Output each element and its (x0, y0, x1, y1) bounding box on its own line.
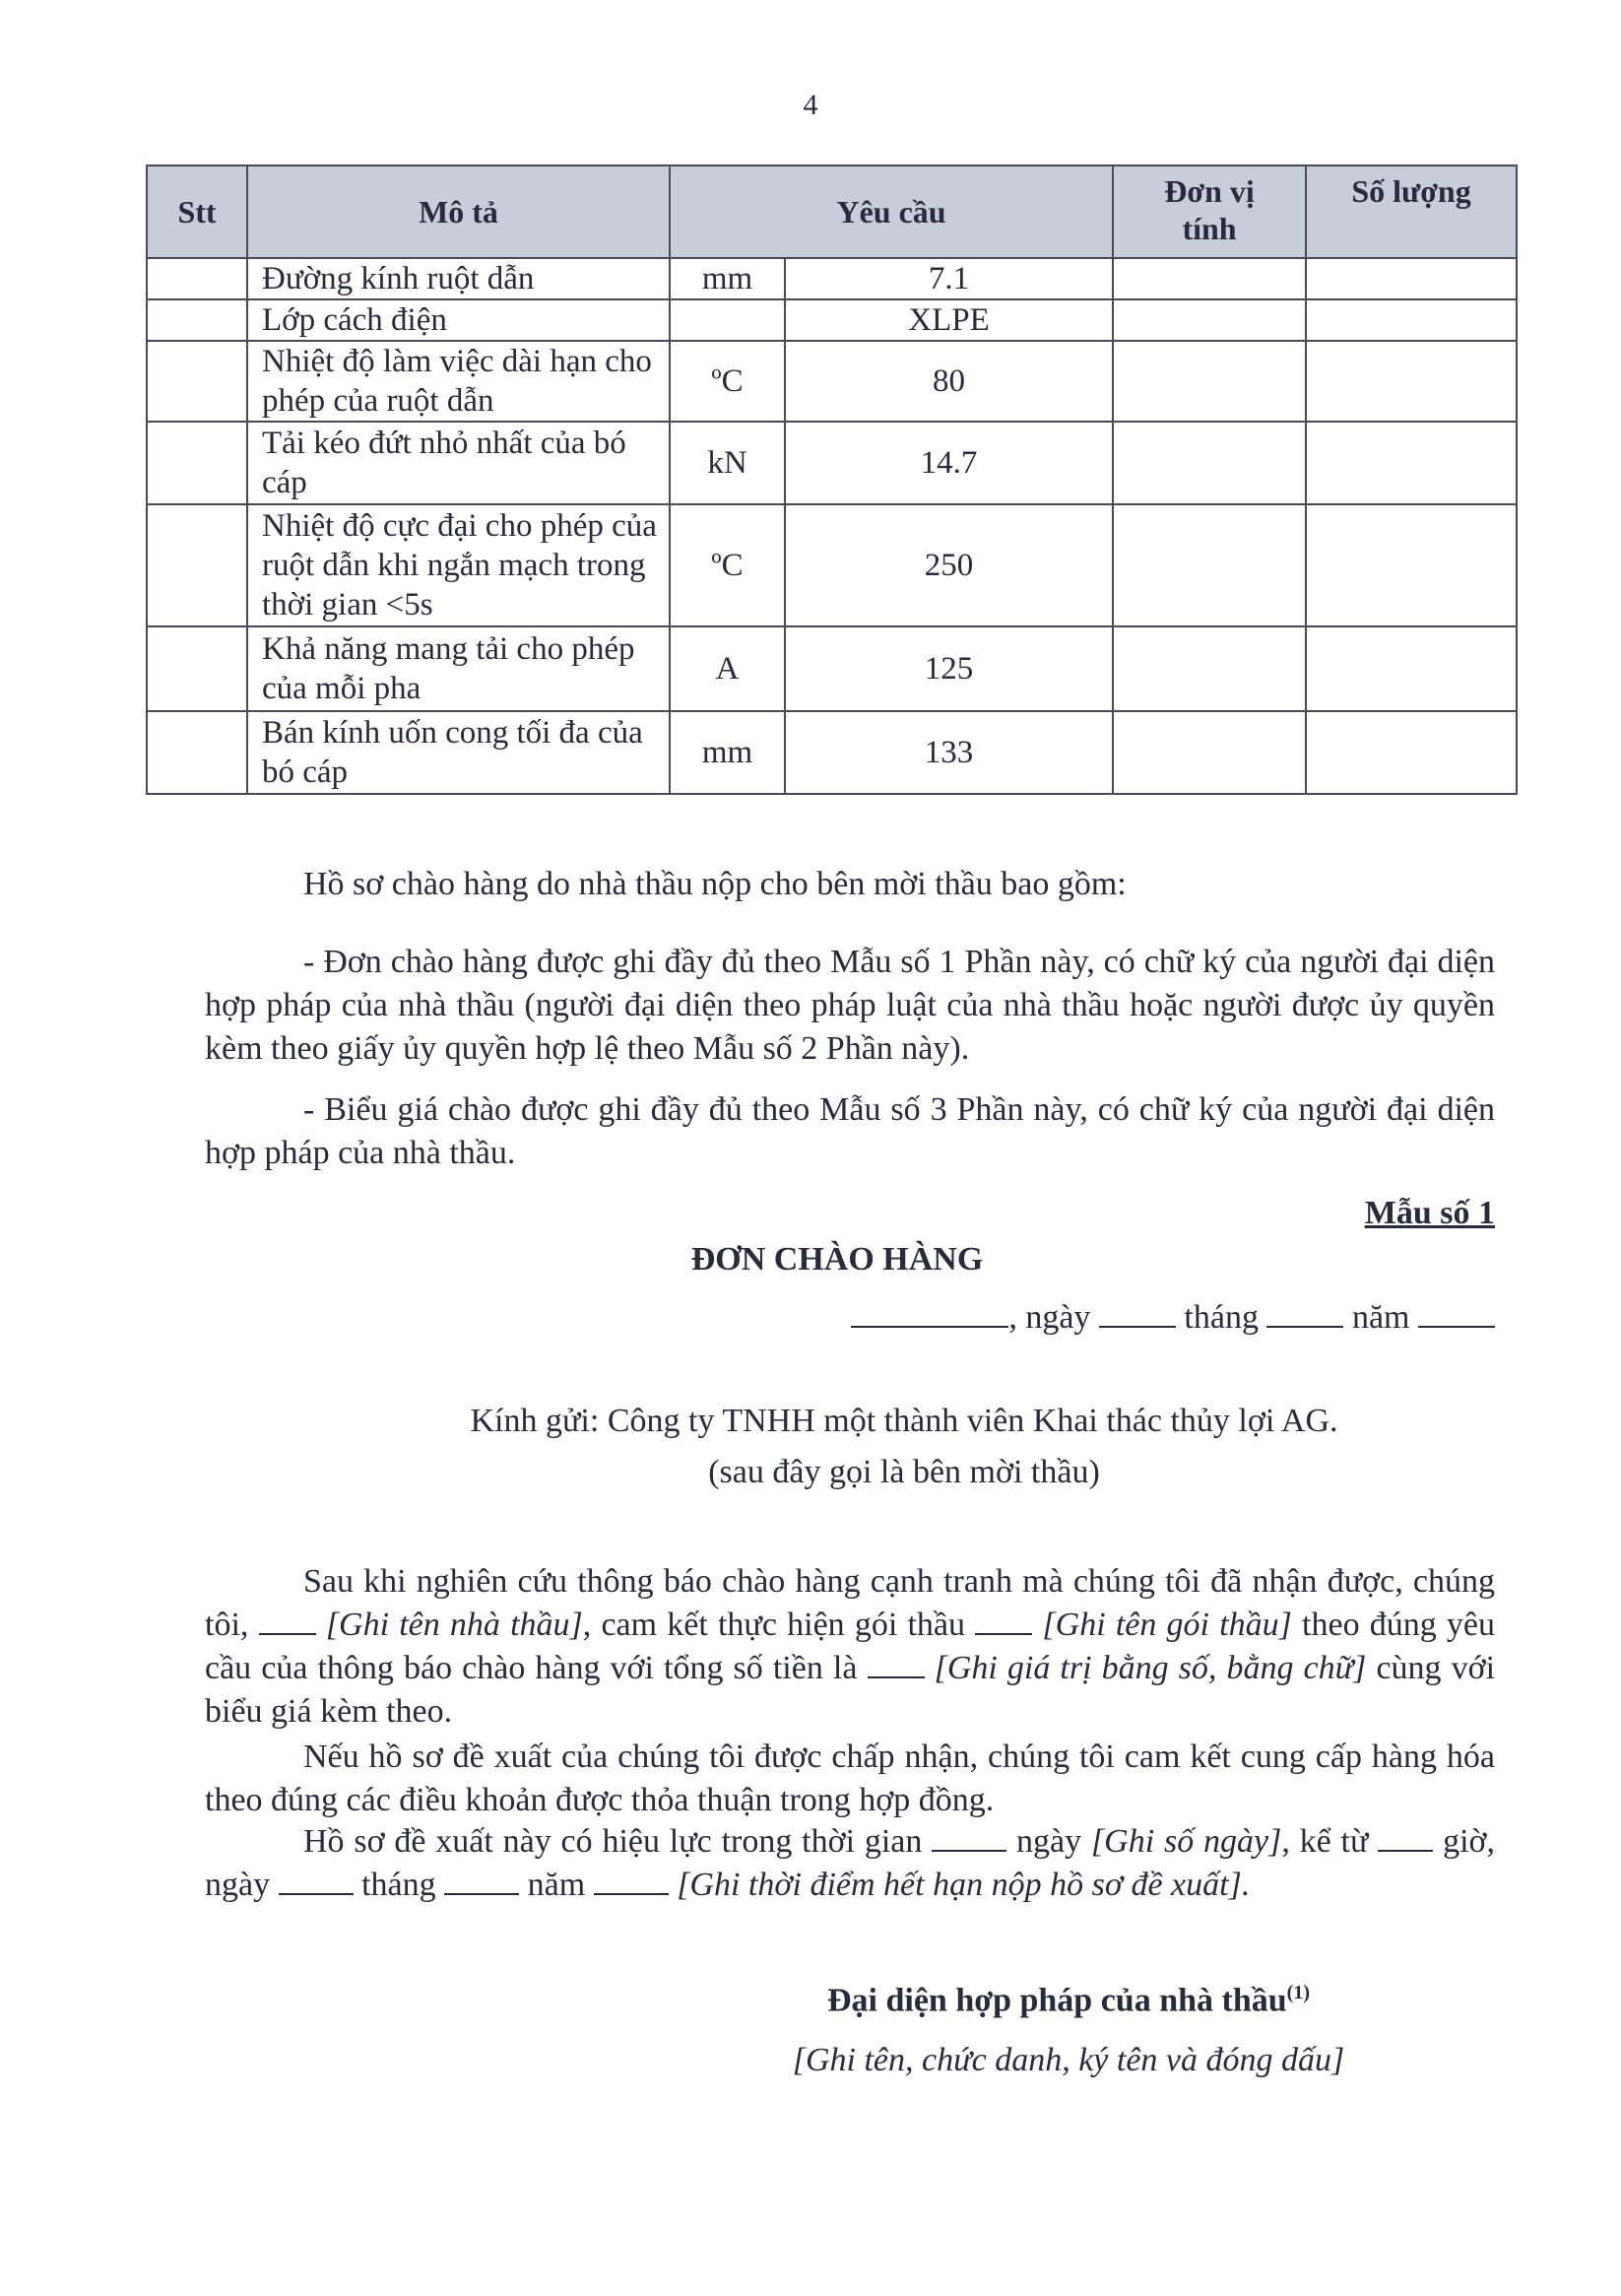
para3-text-f: tháng (361, 1867, 436, 1903)
cell-stt (147, 341, 247, 422)
blank-year[interactable] (1418, 1298, 1495, 1328)
blank-package[interactable] (975, 1606, 1032, 1635)
list-item-2: - Biểu giá chào được ghi đầy đủ theo Mẫu số 3 Phần này, có chữ ký của người đại diện hợp pháp của nhà thầu. (205, 1091, 1495, 1171)
para3-text-e: giờ, ngày (205, 1823, 1495, 1903)
cell-value: 133 (785, 711, 1113, 794)
blank-place[interactable] (851, 1298, 1008, 1328)
cell-don-vi (1113, 626, 1306, 711)
cell-unit: kN (670, 422, 785, 504)
table-row (147, 711, 1517, 794)
form-label: Mẫu số 1 (1364, 1195, 1495, 1231)
para1-text-g: cùng với biểu giá kèm theo. (205, 1650, 1496, 1730)
blank-amount[interactable] (868, 1649, 925, 1678)
cell-value: 14.7 (785, 422, 1113, 504)
header-stt: Stt (147, 165, 247, 258)
paragraph-validity (205, 1820, 1495, 1907)
form-title: ĐƠN CHÀO HÀNG (690, 1241, 984, 1278)
para1-hint-contractor: [Ghi tên nhà thầu] (325, 1607, 583, 1643)
blank-hour[interactable] (1378, 1822, 1433, 1852)
cell-description: Khả năng mang tải cho phép của mỗi pha (247, 626, 670, 711)
cell-stt (147, 258, 247, 299)
cell-so-luong (1306, 299, 1517, 341)
cell-unit: mm (670, 258, 785, 299)
table-row (147, 626, 1517, 711)
table-header-row (147, 165, 1517, 258)
header-description: Mô tả (247, 165, 670, 258)
header-unit-line1: Đơn vị (1164, 173, 1255, 209)
cell-unit: ºC (670, 341, 785, 422)
cell-value: 125 (785, 626, 1113, 711)
cell-value: 250 (785, 504, 1113, 626)
cell-value: 7.1 (785, 258, 1113, 299)
cell-don-vi (1113, 299, 1306, 341)
blank-month[interactable] (1266, 1298, 1343, 1328)
cell-value: 80 (785, 341, 1113, 422)
cell-unit: mm (670, 711, 785, 794)
recipient-note: (sau đây gọi là bên mời thầu) (708, 1454, 1100, 1490)
cell-stt (147, 711, 247, 794)
paragraph-acceptance: Nếu hồ sơ đề xuất của chúng tôi được chấp nhận, chúng tôi cam kết cung cấp hàng hóa theo đúng các điều khoản được thỏa thuận trong hợp đồng. (205, 1738, 1495, 1818)
cell-description: Đường kính ruột dẫn (247, 258, 670, 299)
signature-title-text: Đại diện hợp pháp của nhà thầu (826, 1982, 1287, 2019)
cell-stt (147, 626, 247, 711)
cell-description: Lớp cách điện (247, 299, 670, 341)
cell-so-luong (1306, 341, 1517, 422)
cell-unit: A (670, 626, 785, 711)
cell-so-luong (1306, 626, 1517, 711)
table-row (147, 258, 1517, 299)
header-requirement: Yêu cầu (670, 165, 1113, 258)
cell-so-luong (1306, 258, 1517, 299)
cell-so-luong (1306, 711, 1517, 794)
cell-stt (147, 504, 247, 626)
cell-so-luong (1306, 422, 1517, 504)
date-ngay-label: , ngày (1008, 1299, 1091, 1336)
para1-text-a: Sau khi nghiên cứu thông báo chào hàng cạnh tranh mà chúng tôi đã nhận được, chúng tôi, (205, 1563, 1495, 1643)
cell-don-vi (1113, 504, 1306, 626)
date-nam-label: năm (1351, 1299, 1410, 1336)
date-thang-label: tháng (1184, 1299, 1259, 1336)
blank-day[interactable] (1099, 1298, 1176, 1328)
signature-title (258, 1982, 1621, 2019)
cell-stt (147, 299, 247, 341)
blank-contractor[interactable] (259, 1606, 316, 1635)
para3-text-g: năm (527, 1867, 586, 1903)
para1-hint-amount: [Ghi giá trị bằng số, bằng chữ] (934, 1650, 1367, 1686)
para3-text-b: ngày (1016, 1823, 1082, 1860)
blank-expiry-day[interactable] (279, 1866, 354, 1895)
header-unit-line2: tính (1182, 211, 1237, 246)
table-row (147, 299, 1517, 341)
table-row (147, 422, 1517, 504)
cell-don-vi (1113, 422, 1306, 504)
para3-text-d: , kể từ (1281, 1823, 1369, 1860)
para1-text-e: theo đúng yêu cầu của thông báo chào hàng với tổng số tiền là (205, 1607, 1496, 1686)
signature-instruction: [Ghi tên, chức danh, ký tên và đóng dấu] (792, 2042, 1345, 2078)
table-row (147, 341, 1517, 422)
para3-hint-expiry: [Ghi thời điểm hết hạn nộp hồ sơ đề xuất]. (677, 1867, 1251, 1903)
recipient-line: Kính gửi: Công ty TNHH một thành viên Khai thác thủy lợi AG. (470, 1403, 1338, 1439)
paragraph-commitment (205, 1560, 1495, 1734)
header-unit (1113, 165, 1306, 258)
cell-stt (147, 422, 247, 504)
cell-unit (670, 299, 785, 341)
cell-don-vi (1113, 711, 1306, 794)
cell-value: XLPE (785, 299, 1113, 341)
blank-expiry-year[interactable] (594, 1866, 669, 1895)
para1-text-c: , cam kết thực hiện gói thầu (582, 1607, 966, 1643)
cell-description: Tải kéo đứt nhỏ nhất của bó cáp (247, 422, 670, 504)
cell-unit: ºC (670, 504, 785, 626)
blank-days[interactable] (932, 1822, 1006, 1852)
specification-table (146, 164, 1518, 795)
cell-don-vi (1113, 258, 1306, 299)
cell-don-vi (1113, 341, 1306, 422)
para3-hint-days: [Ghi số ngày] (1090, 1823, 1282, 1860)
cell-description: Nhiệt độ làm việc dài hạn cho phép của ruột dẫn (247, 341, 670, 422)
blank-expiry-month[interactable] (444, 1866, 519, 1895)
list-item-1: - Đơn chào hàng được ghi đầy đủ theo Mẫu số 1 Phần này, có chữ ký của người đại diện hợp pháp của nhà thầu (người đại diện theo pháp luật của nhà thầu hoặc người được ủy quyền kèm theo giấy ủy quyền hợp lệ theo Mẫu số 2 Phần này). (205, 944, 1495, 1067)
intro-paragraph: Hồ sơ chào hàng do nhà thầu nộp cho bên mời thầu bao gồm: (303, 866, 1127, 902)
date-line (851, 1298, 1495, 1337)
cell-description: Bán kính uốn cong tối đa của bó cáp (247, 711, 670, 794)
cell-so-luong (1306, 504, 1517, 626)
para1-hint-package: [Ghi tên gói thầu] (1042, 1607, 1292, 1643)
para3-text-a: Hồ sơ đề xuất này có hiệu lực trong thời gian (303, 1823, 923, 1860)
page-number: 4 (803, 89, 818, 121)
cell-description: Nhiệt độ cực đại cho phép của ruột dẫn khi ngắn mạch trong thời gian <5s (247, 504, 670, 626)
signature-footnote-marker: (1) (1286, 1982, 1310, 2003)
header-quantity: Số lượng (1306, 165, 1517, 258)
table-row (147, 504, 1517, 626)
